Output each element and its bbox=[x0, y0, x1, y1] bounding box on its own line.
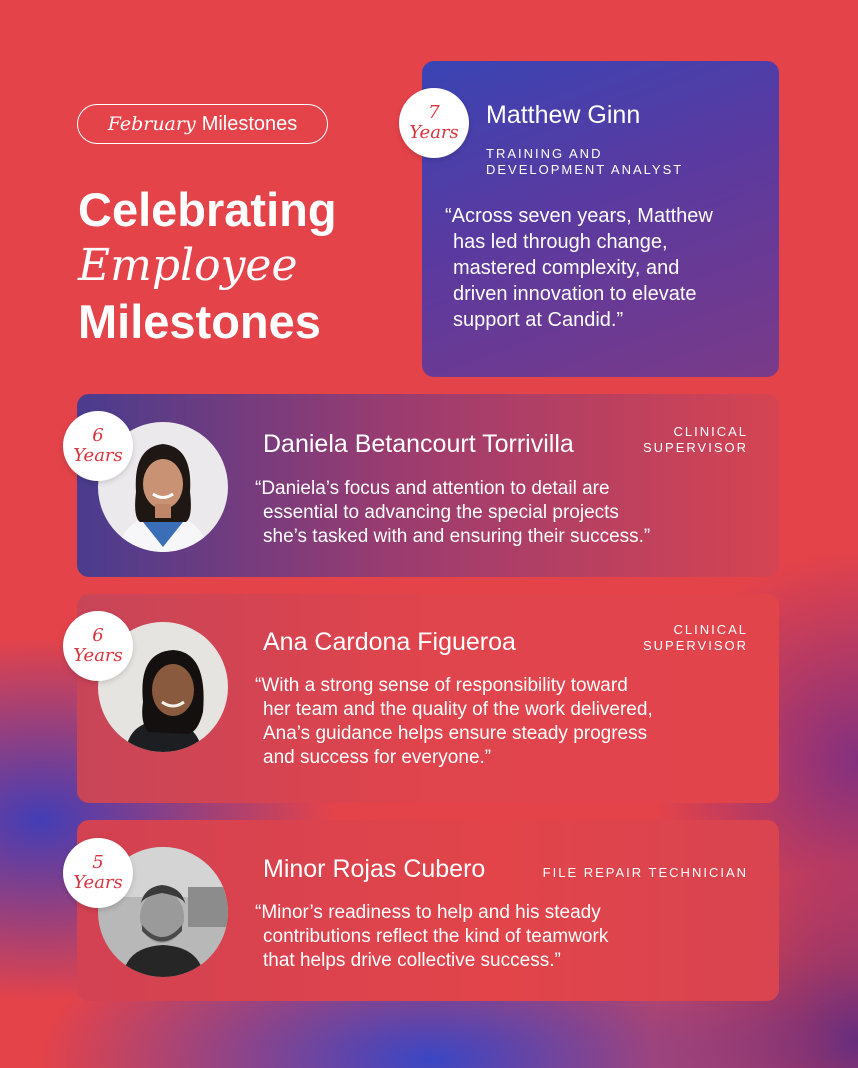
years-label: Years bbox=[73, 445, 123, 466]
role-line-1: CLINICAL bbox=[673, 424, 748, 439]
years-number: 5 bbox=[92, 852, 104, 873]
years-label: Years bbox=[73, 872, 123, 893]
role-line-1: FILE REPAIR TECHNICIAN bbox=[542, 865, 748, 880]
quote-line: “Across seven years, Matthew bbox=[445, 205, 713, 227]
role-line-1: CLINICAL bbox=[673, 622, 748, 637]
title-line-2: Employee bbox=[78, 240, 298, 291]
employee-role bbox=[643, 622, 748, 654]
employee-role bbox=[543, 865, 748, 881]
employee-name: Matthew Ginn bbox=[486, 101, 641, 129]
quote-line: that helps drive collective success.” bbox=[263, 950, 561, 971]
quote-line: Ana’s guidance helps ensure steady progress bbox=[263, 723, 648, 744]
employee-name: Daniela Betancourt Torrivilla bbox=[263, 430, 574, 458]
years-badge bbox=[399, 88, 469, 158]
role-line-2: SUPERVISOR bbox=[642, 440, 748, 455]
years-label: Years bbox=[73, 645, 123, 666]
years-number: 7 bbox=[428, 102, 440, 123]
quote-line: “Minor’s readiness to help and his steady bbox=[255, 902, 601, 923]
employee-name: Minor Rojas Cubero bbox=[263, 855, 486, 883]
employee-quote bbox=[445, 203, 713, 333]
employee-quote bbox=[255, 477, 650, 549]
years-number: 6 bbox=[92, 625, 104, 646]
employee-name: Ana Cardona Figueroa bbox=[263, 628, 516, 656]
quote-line: she’s tasked with and ensuring their success.” bbox=[263, 526, 651, 547]
quote-line: her team and the quality of the work delivered, bbox=[263, 699, 653, 720]
employee-role bbox=[643, 424, 748, 456]
title-line-1: Celebrating bbox=[78, 183, 337, 236]
quote-line: mastered complexity, and bbox=[453, 257, 680, 279]
milestones-label: Milestones bbox=[201, 112, 298, 135]
years-number: 6 bbox=[92, 425, 104, 446]
quote-line: essential to advancing the special projects bbox=[263, 502, 619, 523]
page-title bbox=[78, 182, 337, 350]
years-badge bbox=[63, 838, 133, 908]
quote-line: driven innovation to elevate bbox=[453, 283, 697, 305]
quote-line: support at Candid.” bbox=[453, 309, 624, 331]
quote-line: has led through change, bbox=[453, 231, 668, 253]
quote-line: and success for everyone.” bbox=[263, 747, 492, 768]
title-line-3: Milestones bbox=[78, 295, 321, 348]
role-line-2: DEVELOPMENT ANALYST bbox=[486, 162, 684, 177]
quote-line: “Daniela’s focus and attention to detail are bbox=[255, 478, 610, 499]
month-badge bbox=[77, 104, 328, 144]
years-badge bbox=[63, 611, 133, 681]
quote-line: “With a strong sense of responsibility toward bbox=[255, 675, 628, 696]
quote-line: contributions reflect the kind of teamwork bbox=[263, 926, 609, 947]
years-label: Years bbox=[409, 122, 459, 143]
years-badge bbox=[63, 411, 133, 481]
employee-role bbox=[486, 146, 683, 178]
role-line-2: SUPERVISOR bbox=[642, 638, 748, 653]
role-line-1: TRAINING AND bbox=[486, 146, 603, 161]
employee-quote bbox=[255, 674, 653, 770]
employee-quote bbox=[255, 901, 608, 973]
month-label: February bbox=[107, 113, 196, 135]
